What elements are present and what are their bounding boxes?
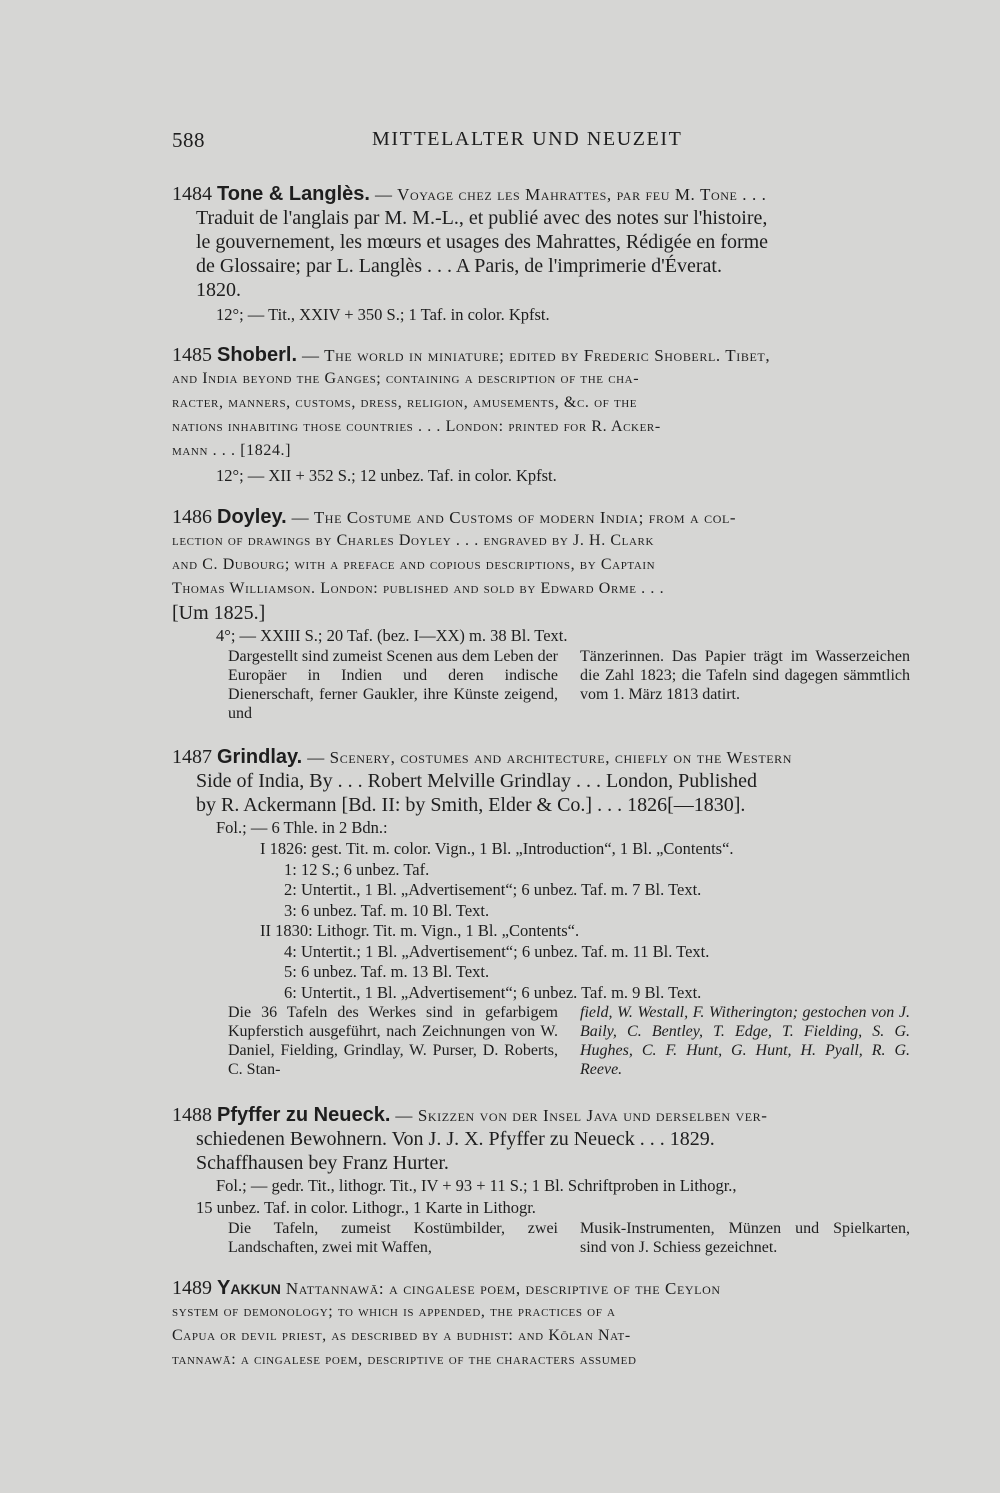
volume-line: 1: 12 S.; 6 unbez. Taf. xyxy=(284,859,430,879)
annotation xyxy=(172,1219,912,1257)
volume-line: II 1830: Lithogr. Tit. m. Vign., 1 Bl. „Contents“. xyxy=(260,921,580,940)
page-header xyxy=(172,128,912,158)
annotation-right: Musik-Instrumenten, Münzen und Spielkarten, sind von J. Schiess gezeichnet. xyxy=(580,1220,910,1256)
page-number: 588 xyxy=(172,128,205,152)
entry-number: 1484 xyxy=(172,183,212,205)
entry-title-line: Nattannawā: a cingalese poem, descriptive of the Ceylon xyxy=(285,1279,721,1298)
entry-1486 xyxy=(172,505,912,723)
entry-title-line: — The world in miniature; edited by Frederic Shoberl. Tibet, xyxy=(302,346,771,365)
volume-line: 6: Untertit., 1 Bl. „Advertisement“; 6 unbez. Taf. m. 9 Bl. Text. xyxy=(284,982,702,1002)
entry-title-line: and C. Dubourg; with a preface and copious descriptions, by Captain xyxy=(172,556,656,573)
annotation xyxy=(172,647,912,723)
entry-title-line: nations inhabiting those countries . . . London: printed for R. Acker- xyxy=(172,418,661,435)
entry-title-line: mann . . . [1824.] xyxy=(172,442,292,459)
entry-number: 1488 xyxy=(172,1104,212,1126)
entry-title-line: [Um 1825.] xyxy=(172,602,266,624)
entry-title-line: lection of drawings by Charles Doyley . . . engraved by J. H. Clark xyxy=(172,532,655,549)
entry-1485 xyxy=(172,343,912,487)
entry-author: Tone & Langlès. xyxy=(217,183,370,205)
entry-title-line: Schaffhausen bey Franz Hurter. xyxy=(196,1152,449,1174)
collation: Fol.; — 6 Thle. in 2 Bdn.: xyxy=(216,818,388,837)
volume-line: I 1826: gest. Tit. m. color. Vign., 1 Bl. „Introduction“, 1 Bl. „Contents“. xyxy=(260,839,734,858)
entry-title-line: racter, manners, customs, dress, religion, amusements, &c. of the xyxy=(172,394,638,411)
volume-list xyxy=(172,839,912,1003)
entry-title-line: 1820. xyxy=(196,279,241,301)
entry-title-line: system of demonology; to which is appended, the practices of a xyxy=(172,1303,616,1320)
annotation-right: field, W. Westall, F. Witherington; gestochen von J. Baily, C. Bentley, T. Edge, T. Fielding, S. G. Hughes, C. F. Hunt, G. Hunt, H. Pyall, R. G. Reeve. xyxy=(580,1004,910,1078)
entry-title-line: — Skizzen von der Insel Java und derselben ver- xyxy=(395,1106,768,1125)
entry-title-line: Capua or devil priest, as described by a budhist: and Kōlan Nat- xyxy=(172,1327,631,1344)
collation: 12°; — XII + 352 S.; 12 unbez. Taf. in color. Kpfst. xyxy=(216,466,557,485)
volume-line: 5: 6 unbez. Taf. m. 13 Bl. Text. xyxy=(284,962,490,981)
entry-first-line xyxy=(172,745,912,769)
annotation-left: Dargestellt sind zumeist Scenen aus dem Leben der Europäer in Indien und deren indische Dienerschaft, ferner Gaukler, ihre Künste zeigend, und xyxy=(228,648,558,722)
entry-1489 xyxy=(172,1276,912,1372)
volume-line: 4: Untertit.; 1 Bl. „Advertisement“; 6 unbez. Taf. m. 11 Bl. Text. xyxy=(284,941,710,961)
entry-author: Yakkun xyxy=(217,1277,281,1299)
entry-first-line xyxy=(172,343,912,367)
annotation-right: Tänzerinnen. Das Papier trägt im Wasserzeichen die Zahl 1823; die Tafeln sind dagegen sämmtlich vom 1. März 1813 datirt. xyxy=(580,648,910,703)
annotation-left: Die 36 Tafeln des Werkes sind in gefarbigem Kupferstich ausgeführt, nach Zeichnungen von W. Daniel, Fielding, Grindlay, W. Purser, D. Roberts, C. Stan- xyxy=(228,1004,558,1078)
running-title: MITTELALTER UND NEUZEIT xyxy=(372,128,683,150)
entry-title-line: Side of India, By . . . Robert Melville Grindlay . . . London, Published xyxy=(196,770,758,792)
entry-title-line: schiedenen Bewohnern. Von J. J. X. Pfyffer zu Neueck . . . 1829. xyxy=(196,1128,715,1150)
entry-author: Pfyffer zu Neueck. xyxy=(217,1104,391,1126)
entry-title-line: le gouvernement, les mœurs et usages des Mahrattes, Rédigée en forme xyxy=(196,231,769,253)
entry-author: Shoberl. xyxy=(217,344,298,366)
entry-title-line: — Scenery, costumes and architecture, chiefly on the Western xyxy=(307,748,793,767)
entry-title-line: by R. Ackermann [Bd. II: by Smith, Elder & Co.] . . . 1826[—1830]. xyxy=(196,794,746,816)
collation: 4°; — XXIII S.; 20 Taf. (bez. I—XX) m. 38 Bl. Text. xyxy=(216,626,568,645)
entry-title-line: — Voyage chez les Mahrattes, par feu M. Tone . . . xyxy=(374,185,767,204)
entry-author: Doyley. xyxy=(217,506,287,528)
collation: Fol.; — gedr. Tit., lithogr. Tit., IV + 93 + 11 S.; 1 Bl. Schriftproben in Lithogr., xyxy=(216,1176,737,1195)
entry-first-line xyxy=(172,1103,912,1127)
entry-number: 1489 xyxy=(172,1277,212,1299)
entry-1487 xyxy=(172,745,912,1079)
collation: 12°; — Tit., XXIV + 350 S.; 1 Taf. in color. Kpfst. xyxy=(216,305,550,324)
annotation-left: Die Tafeln, zumeist Kostümbilder, zwei Landschaften, zwei mit Waffen, xyxy=(228,1220,558,1256)
entry-first-line xyxy=(172,182,912,206)
volume-line: 2: Untertit., 1 Bl. „Advertisement“; 6 unbez. Taf. m. 7 Bl. Text. xyxy=(284,880,702,899)
entry-number: 1485 xyxy=(172,344,212,366)
entry-title-line: and India beyond the Ganges; containing a description of the cha- xyxy=(172,370,640,387)
annotation xyxy=(172,1003,912,1079)
entry-title-line: Traduit de l'anglais par M. M.-L., et publié avec des notes sur l'histoire, xyxy=(196,207,768,229)
entry-1488 xyxy=(172,1103,912,1257)
entry-first-line xyxy=(172,1276,912,1300)
entry-first-line xyxy=(172,505,912,529)
entry-title-line: — The Costume and Customs of modern India; from a col- xyxy=(291,508,737,527)
entry-author: Grindlay. xyxy=(217,746,303,768)
entry-number: 1487 xyxy=(172,746,212,768)
entry-title-line: de Glossaire; par L. Langlès . . . A Paris, de l'imprimerie d'Éverat. xyxy=(196,255,722,277)
entry-1484 xyxy=(172,182,912,326)
entry-title-line: Thomas Williamson. London: published and sold by Edward Orme . . . xyxy=(172,580,665,597)
collation: 15 unbez. Taf. in color. Lithogr., 1 Karte in Lithogr. xyxy=(196,1198,536,1217)
entry-title-line: tannawā: a cingalese poem, descriptive of the characters assumed xyxy=(172,1351,637,1368)
entry-number: 1486 xyxy=(172,506,212,528)
volume-line: 3: 6 unbez. Taf. m. 10 Bl. Text. xyxy=(284,900,490,920)
